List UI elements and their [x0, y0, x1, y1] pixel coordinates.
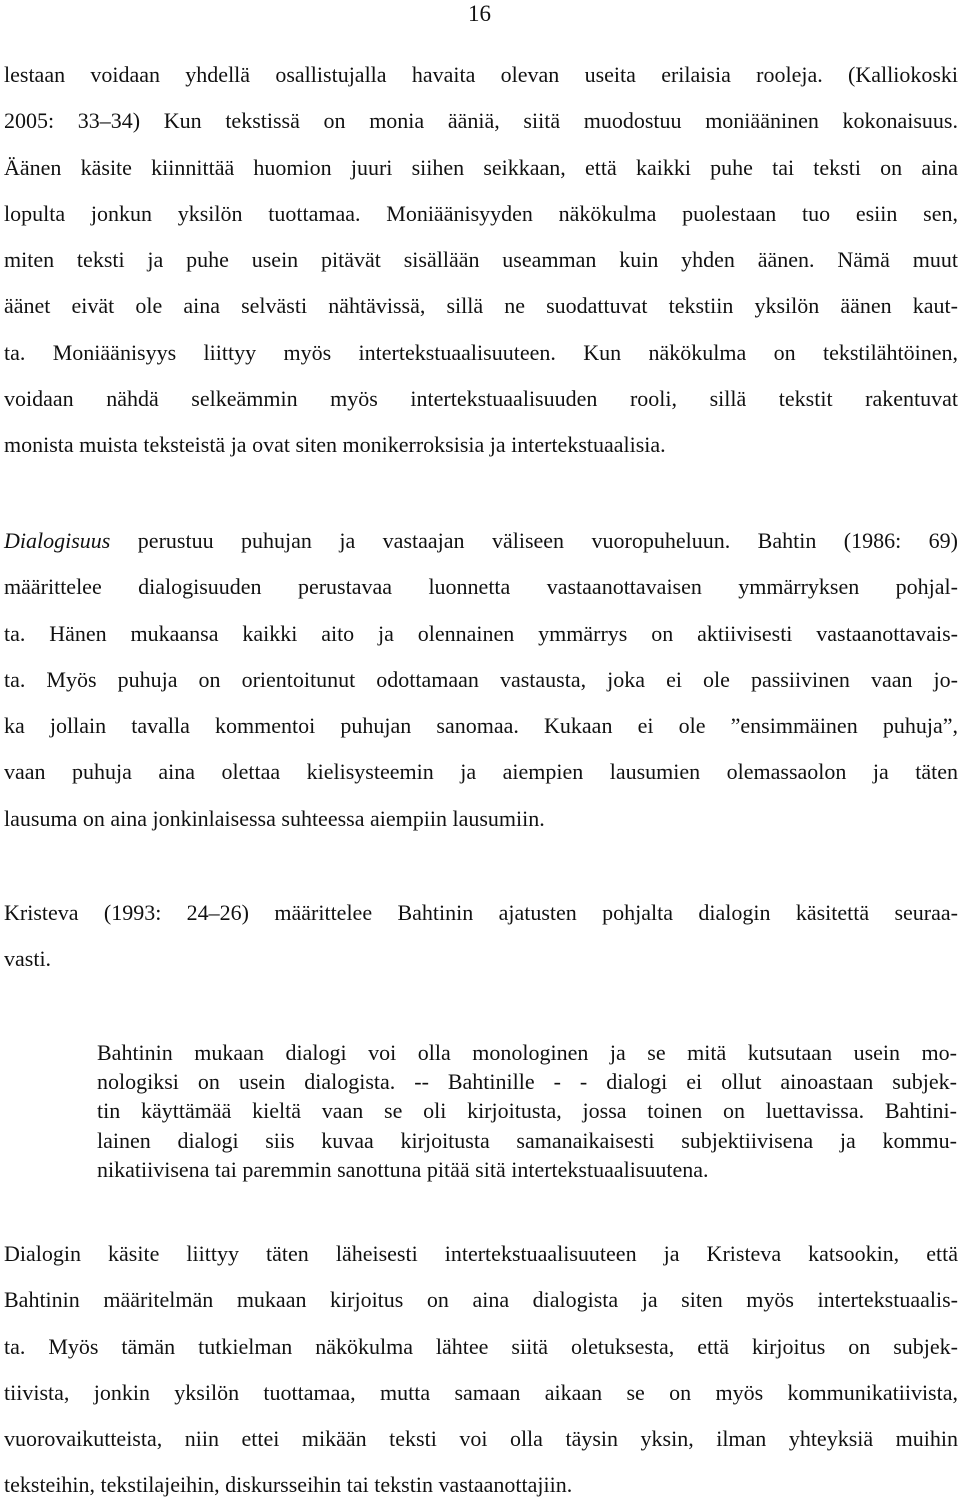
text-line: Äänen käsite kiinnittää huomion juuri siihen seikkaan, että kaikki puhe tai teksti on aina [4, 154, 958, 180]
text-line: teksteihin, tekstilajeihin, diskursseihin tai tekstin vastaanottajiin. [4, 1472, 573, 1498]
text-line: ka jollain tavalla kommentoi puhujan sanomaa. Kukaan ei ole ”ensimmäinen puhuja”, [4, 713, 958, 739]
quote-line: tin käyttämää kieltä vaan se oli kirjoitusta, jossa toinen on luettavissa. Bahtini- [97, 1098, 957, 1124]
text-line: äänet eivät ole aina selvästi nähtävissä, sillä ne suodattuvat tekstiin yksilön äänen kaut- [4, 293, 958, 319]
paragraph-dialogue-concept [4, 1231, 958, 1509]
text-line: voidaan nähdä selkeämmin myös intertekstuaalisuuden rooli, sillä tekstit rakentuvat [4, 386, 958, 412]
text-line: miten teksti ja puhe usein pitävät sisällään useamman kuin yhden äänen. Nämä muut [4, 247, 958, 273]
text-line: Dialogin käsite liittyy täten läheisesti intertekstuaalisuuteen ja Kristeva katsookin, että [4, 1241, 958, 1266]
text-line: vuorovaikutteista, niin ettei mikään teksti voi olla täysin yksin, ilman yhteyksiä muihin [4, 1426, 958, 1452]
text-line: Bahtinin määritelmän mukaan kirjoitus on aina dialogista ja siten myös intertekstuaalis- [4, 1287, 958, 1313]
text-line: ta. Myös tämän tutkielman näkökulma lähtee siitä oletuksesta, että kirjoitus on subjek- [4, 1333, 958, 1359]
italic-term: Dialogisuus [4, 528, 111, 553]
text-line: ta. Myös puhuja on orientoitunut odottamaan vastausta, joka ei ole passiivinen vaan jo- [4, 666, 958, 692]
text-line: ta. Hänen mukaansa kaikki aito ja olennainen ymmärrys on aktiivisesti vastaanottavais- [4, 620, 958, 646]
paragraph-dialogism [4, 518, 958, 842]
text-line: lestaan voidaan yhdellä osallistujalla havaita olevan useita erilaisia rooleja. (Kalliokoski [4, 62, 958, 87]
text-line: ta. Moniäänisyys liittyy myös intertekstuaalisuuteen. Kun näkökulma on tekstilähtöinen, [4, 339, 958, 365]
text-line: lopulta jonkun yksilön tuottamaa. Moniäänisyyden näkökulma puolestaan tuo esiin sen, [4, 200, 958, 226]
text-line: Kristeva (1993: 24–26) määrittelee Bahtinin ajatusten pohjalta dialogin käsitettä seuraa- [4, 900, 958, 925]
text-line: lausuma on aina jonkinlaisessa suhteessa aiempiin lausumiin. [4, 805, 545, 831]
paragraph-kristeva-intro [4, 890, 958, 983]
text-line: tiivista, jonkin yksilön tuottamaa, mutta samaan aikaan se on myös kommunikatiivista, [4, 1379, 958, 1405]
text-line: vaan puhuja aina olettaa kielisysteemin ja aiempien lausumien olemassaolon ja täten [4, 759, 958, 785]
text-line: monista muista teksteistä ja ovat siten monikerroksisia ja intertekstuaalisia. [4, 432, 666, 458]
quote-line: nikatiivisena tai paremmin sanottuna pitää sitä intertekstuaalisuutena. [97, 1156, 709, 1182]
quote-line: nologiksi on usein dialogista. -- Bahtinille - - dialogi ei ollut ainoastaan subjek- [97, 1069, 957, 1095]
text-line: 2005: 33–34) Kun tekstissä on monia ääniä, siitä muodostuu moniääninen kokonaisuus. [4, 108, 958, 134]
text-line: vasti. [4, 946, 52, 972]
quote-line: lainen dialogi siis kuvaa kirjoitusta samanaikaisesti subjektiivisena ja kommu- [97, 1127, 957, 1153]
block-quote [97, 1038, 957, 1184]
page-number: 16 [468, 1, 491, 26]
text-line: määrittelee dialogisuuden perustavaa luonnetta vastaanottavaisen ymmärryksen pohjal- [4, 574, 958, 600]
paragraph-polyphony [4, 52, 958, 469]
quote-line: Bahtinin mukaan dialogi voi olla monologinen ja se mitä kutsutaan usein mo- [97, 1040, 957, 1065]
text-line [4, 518, 958, 564]
text-fragment: perustuu puhujan ja vastaajan väliseen vuoropuheluun. Bahtin (1986: 69) [110, 528, 958, 553]
